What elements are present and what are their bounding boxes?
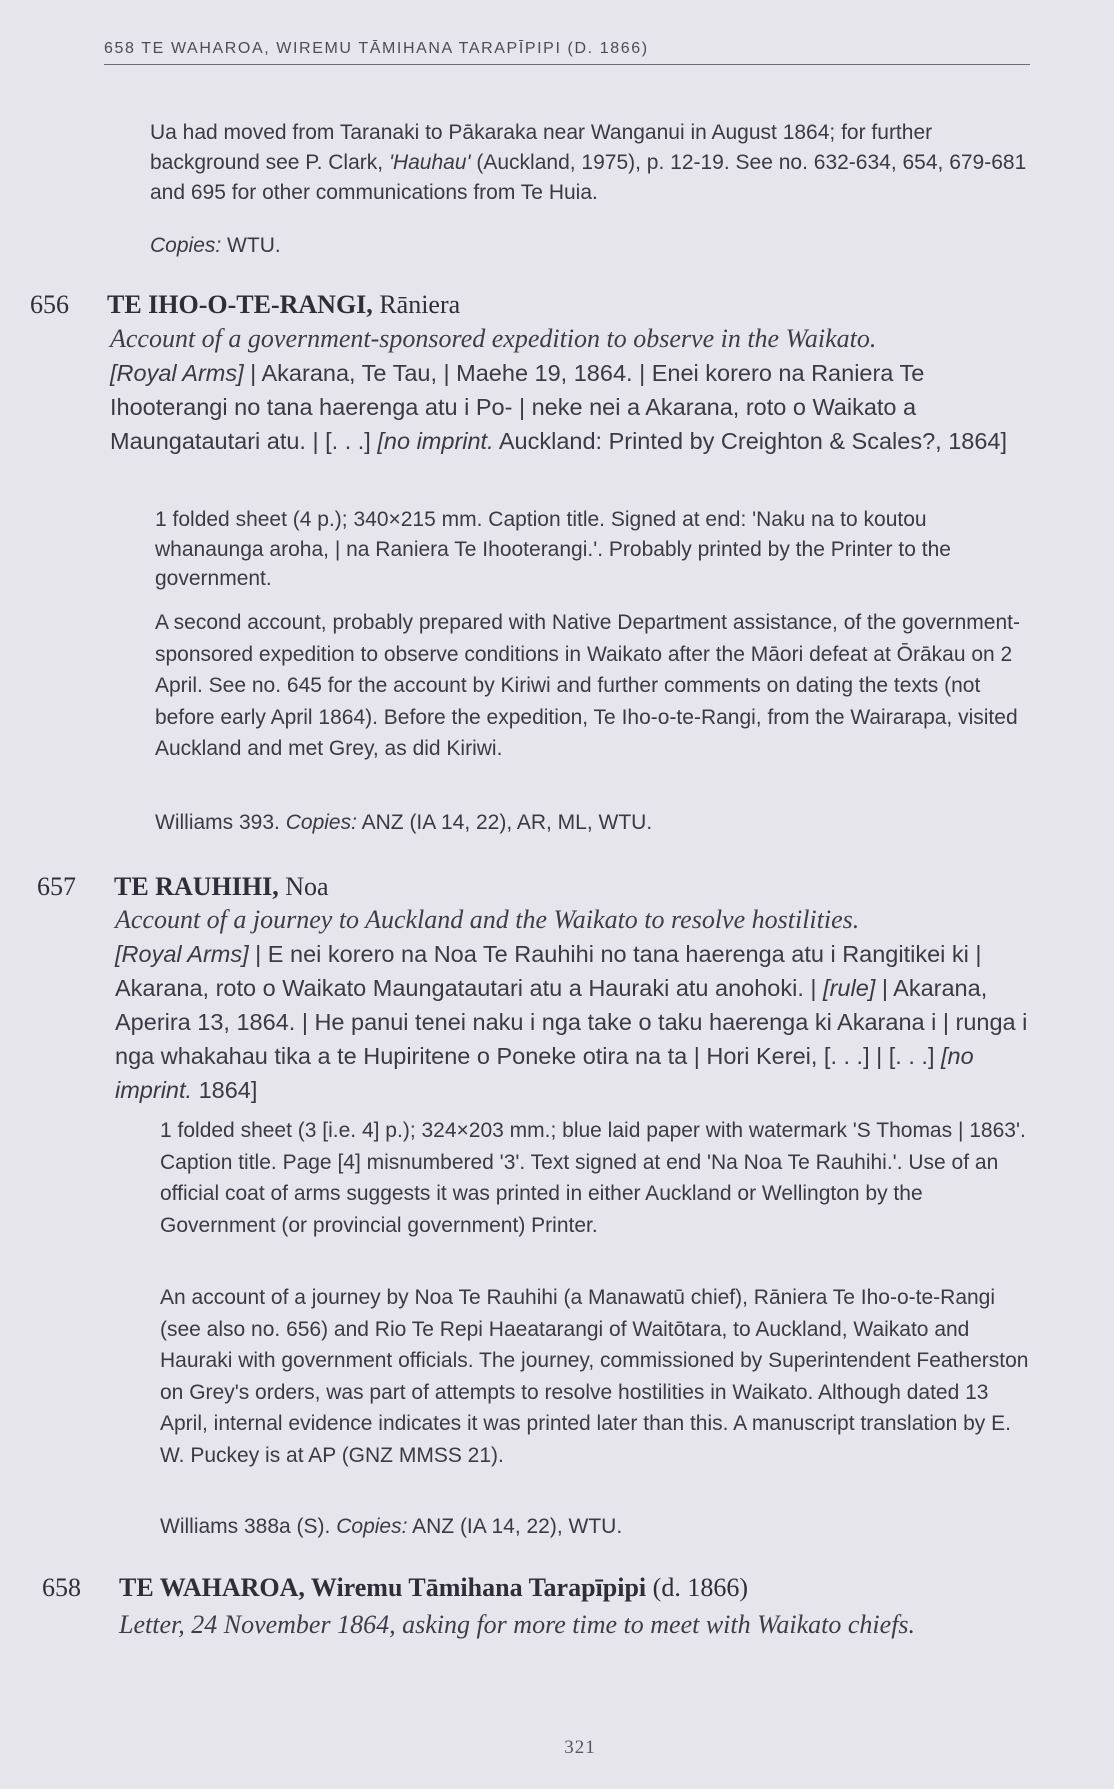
- copies-value: ANZ (IA 14, 22), AR, ML, WTU.: [361, 811, 653, 834]
- entry-657-note: An account of a journey by Noa Te Rauhihi (a Manawatū chief), Rāniera Te Iho-o-te-Rangi (see also no. 656) and Rio Te Repi Haeatarangi of Waitōtara, to Auckland, Waikato and Hauraki with government officials. The journey, commissioned by Superintendent Featherston on Grey's orders, was part of attempts to resolve hostilities in Waikato. Although dated 13 April, internal evidence indicates it was printed later than this. A manuscript translation by E. W. Puckey is at AP (GNZ MMSS 21).: [160, 1286, 1029, 1467]
- copies-label: Copies:: [336, 1515, 408, 1538]
- entry-657-title: Account of a journey to Auckland and the Waikato to resolve hostilities.: [115, 905, 860, 934]
- copies-value: ANZ (IA 14, 22), WTU.: [412, 1515, 623, 1538]
- transcription-text: | Akarana, Te Tau, | Maehe 19, 1864. | Enei korero na Raniera Te Ihooterangi no tana haerenga atu i Po- | neke nei a Akarana, roto o Waikato a Maungatautari atu. | [. . .]: [110, 360, 925, 454]
- entry-657-name: TE RAUHIHI,: [114, 872, 279, 901]
- imprint-note: [no imprint.: [377, 428, 494, 454]
- entry-656-note: A second account, probably prepared with Native Department assistance, of the government-sponsored expedition to observe conditions in Waikato after the Māori defeat at Ōrākau on 2 April. See no. 645 for the account by Kiriwi and further comments on dating the texts (not before early April 1864). Before the expedition, Te Iho-o-te-Rangi, from the Wairarapa, visited Auckland and met Grey, as did Kiriwi.: [155, 611, 1020, 760]
- entry-657-number: 657: [37, 872, 76, 901]
- entry-656-refs: [155, 808, 1035, 838]
- entry-658-number: 658: [42, 1573, 81, 1602]
- page-number: 321: [564, 1737, 596, 1758]
- imprint-detail: Auckland: Printed by Creighton & Scales?, 1864]: [498, 428, 1008, 454]
- copies-label: Copies:: [285, 811, 357, 834]
- refs: Williams 393.: [155, 811, 280, 834]
- imprint-note: [no imprint.: [115, 1043, 974, 1103]
- entry-657-physical: 1 folded sheet (3 [i.e. 4] p.); 324×203 mm.; blue laid paper with watermark 'S Thomas | 1863'. Caption title. Page [4] misnumbered '3'. Text signed at end 'Na Noa Te Rauhihi.'. Use of an official coat of arms suggests it was printed in either Auckland or Wellington by the Government (or provincial government) Printer.: [160, 1119, 1026, 1237]
- entry-657-transcription: [115, 937, 1035, 1107]
- royal-arms-note: [Royal Arms]: [110, 360, 244, 386]
- entry-656-name: TE IHO-O-TE-RANGI,: [107, 290, 373, 319]
- entry-656-title: Account of a government-sponsored expedition to observe in the Waikato.: [110, 324, 877, 353]
- intro-note-tail: (Auckland, 1975), p. 12-19. See no. 632-634, 654, 679-681 and 695 for other communications from Te Huia.: [150, 151, 1027, 204]
- entry-658-name: TE WAHAROA, Wiremu Tāmihana Tarapīpipi: [119, 1573, 647, 1602]
- entry-656-physical: 1 folded sheet (4 p.); 340×215 mm. Caption title. Signed at end: 'Naku na to koutou whanaunga aroha, | na Raniera Te Ihooterangi.'. Probably printed by the Printer to the government.: [155, 508, 951, 590]
- intro-note: [150, 118, 1032, 208]
- entry-657-heading: [114, 872, 329, 902]
- running-head: 658 TE WAHAROA, WIREMU TĀMIHANA TARAPĪPIPI (D. 1866): [104, 40, 1030, 65]
- transcription-text-continued: | Akarana, Aperira 13, 1864. | He panui tenei naku i nga take o taku haerenga ki Akarana i | runga i nga whakahau tika a te Hupiritene o Poneke otira na ta | Hori Kerei, [. . .] | [. . .]: [115, 975, 1028, 1069]
- entry-656-number: 656: [30, 290, 69, 319]
- intro-note-text: Ua had moved from Taranaki to Pākaraka near Wanganui in August 1864; for further background see P. Clark,: [150, 121, 933, 174]
- entry-658-heading: [119, 1573, 748, 1603]
- royal-arms-note: [Royal Arms]: [115, 941, 249, 967]
- entry-657-refs: [160, 1512, 1040, 1542]
- imprint-detail: 1864]: [198, 1077, 258, 1103]
- entry-656-heading: [107, 290, 460, 320]
- refs: Williams 388a (S).: [160, 1515, 331, 1538]
- rule-note: [rule]: [823, 975, 876, 1001]
- transcription-text: | E nei korero na Noa Te Rauhihi no tana haerenga atu i Rangitikei ki | Akarana, roto o Waikato Maungatautari atu a Hauraki atu anohoki. |: [115, 941, 982, 1001]
- entry-658-dates: (d. 1866): [652, 1573, 748, 1602]
- entry-656-transcription: [110, 356, 1030, 458]
- entry-658-title: Letter, 24 November 1864, asking for more time to meet with Waikato chiefs.: [119, 1610, 916, 1639]
- intro-copies: [150, 231, 1032, 261]
- copies-label: Copies:: [150, 234, 222, 257]
- entry-657-given: Noa: [285, 872, 329, 901]
- entry-656-given: Rāniera: [379, 290, 461, 319]
- copies-value: WTU.: [227, 234, 281, 257]
- intro-note-work: 'Hauhau': [388, 151, 471, 174]
